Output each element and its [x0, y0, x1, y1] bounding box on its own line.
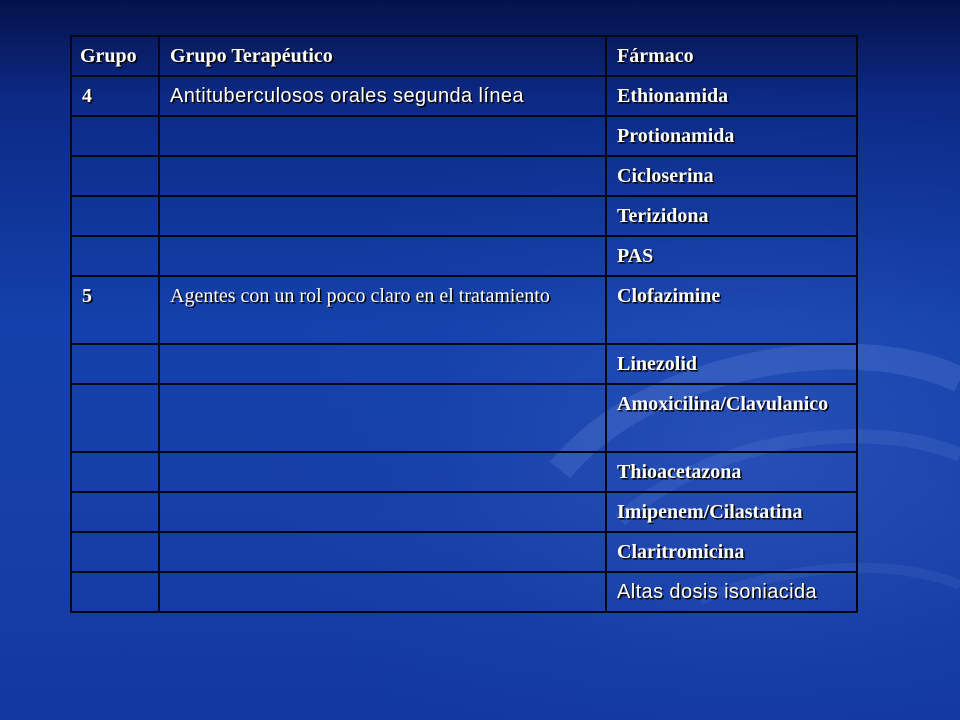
farmaco-cell: Linezolid — [606, 344, 857, 384]
table-row — [71, 156, 857, 196]
grupo-terapeutico-cell — [159, 236, 606, 276]
grupo-terapeutico-cell — [159, 384, 606, 452]
table-row — [71, 384, 857, 452]
grupo-cell — [71, 196, 159, 236]
drug-table — [70, 35, 858, 613]
farmaco-cell: Protionamida — [606, 116, 857, 156]
table-row — [71, 532, 857, 572]
farmaco-cell: Claritromicina — [606, 532, 857, 572]
grupo-terapeutico-cell — [159, 156, 606, 196]
table-row — [71, 492, 857, 532]
table-row — [71, 116, 857, 156]
grupo-cell — [71, 116, 159, 156]
grupo-cell — [71, 572, 159, 612]
grupo-terapeutico-cell — [159, 492, 606, 532]
header-grupo-terapeutico: Grupo Terapéutico — [159, 36, 606, 76]
table-row — [71, 452, 857, 492]
table-row — [71, 344, 857, 384]
grupo-cell — [71, 344, 159, 384]
grupo-cell — [71, 156, 159, 196]
header-farmaco: Fármaco — [606, 36, 857, 76]
grupo-terapeutico-cell — [159, 572, 606, 612]
table-row — [71, 236, 857, 276]
farmaco-cell: Cicloserina — [606, 156, 857, 196]
grupo-terapeutico-cell: Antituberculosos orales segunda línea — [159, 76, 606, 116]
table-row — [71, 76, 857, 116]
grupo-cell — [71, 236, 159, 276]
table-row — [71, 572, 857, 612]
farmaco-cell: Terizidona — [606, 196, 857, 236]
grupo-terapeutico-cell — [159, 116, 606, 156]
grupo-cell — [71, 532, 159, 572]
farmaco-cell: Thioacetazona — [606, 452, 857, 492]
farmaco-cell: Ethionamida — [606, 76, 857, 116]
farmaco-cell: PAS — [606, 236, 857, 276]
table-header-row — [71, 36, 857, 76]
grupo-terapeutico-cell — [159, 196, 606, 236]
grupo-cell: 4 — [71, 76, 159, 116]
grupo-terapeutico-cell — [159, 532, 606, 572]
grupo-terapeutico-cell — [159, 344, 606, 384]
grupo-cell: 5 — [71, 276, 159, 344]
table-row — [71, 196, 857, 236]
grupo-cell — [71, 384, 159, 452]
farmaco-cell: Altas dosis isoniacida — [606, 572, 857, 612]
table-row — [71, 276, 857, 344]
farmaco-cell: Clofazimine — [606, 276, 857, 344]
grupo-cell — [71, 492, 159, 532]
farmaco-cell: Imipenem/Cilastatina — [606, 492, 857, 532]
grupo-terapeutico-cell — [159, 452, 606, 492]
grupo-terapeutico-cell: Agentes con un rol poco claro en el tratamiento — [159, 276, 606, 344]
farmaco-cell: Amoxicilina/Clavulanico — [606, 384, 857, 452]
grupo-cell — [71, 452, 159, 492]
header-grupo: Grupo — [71, 36, 159, 76]
